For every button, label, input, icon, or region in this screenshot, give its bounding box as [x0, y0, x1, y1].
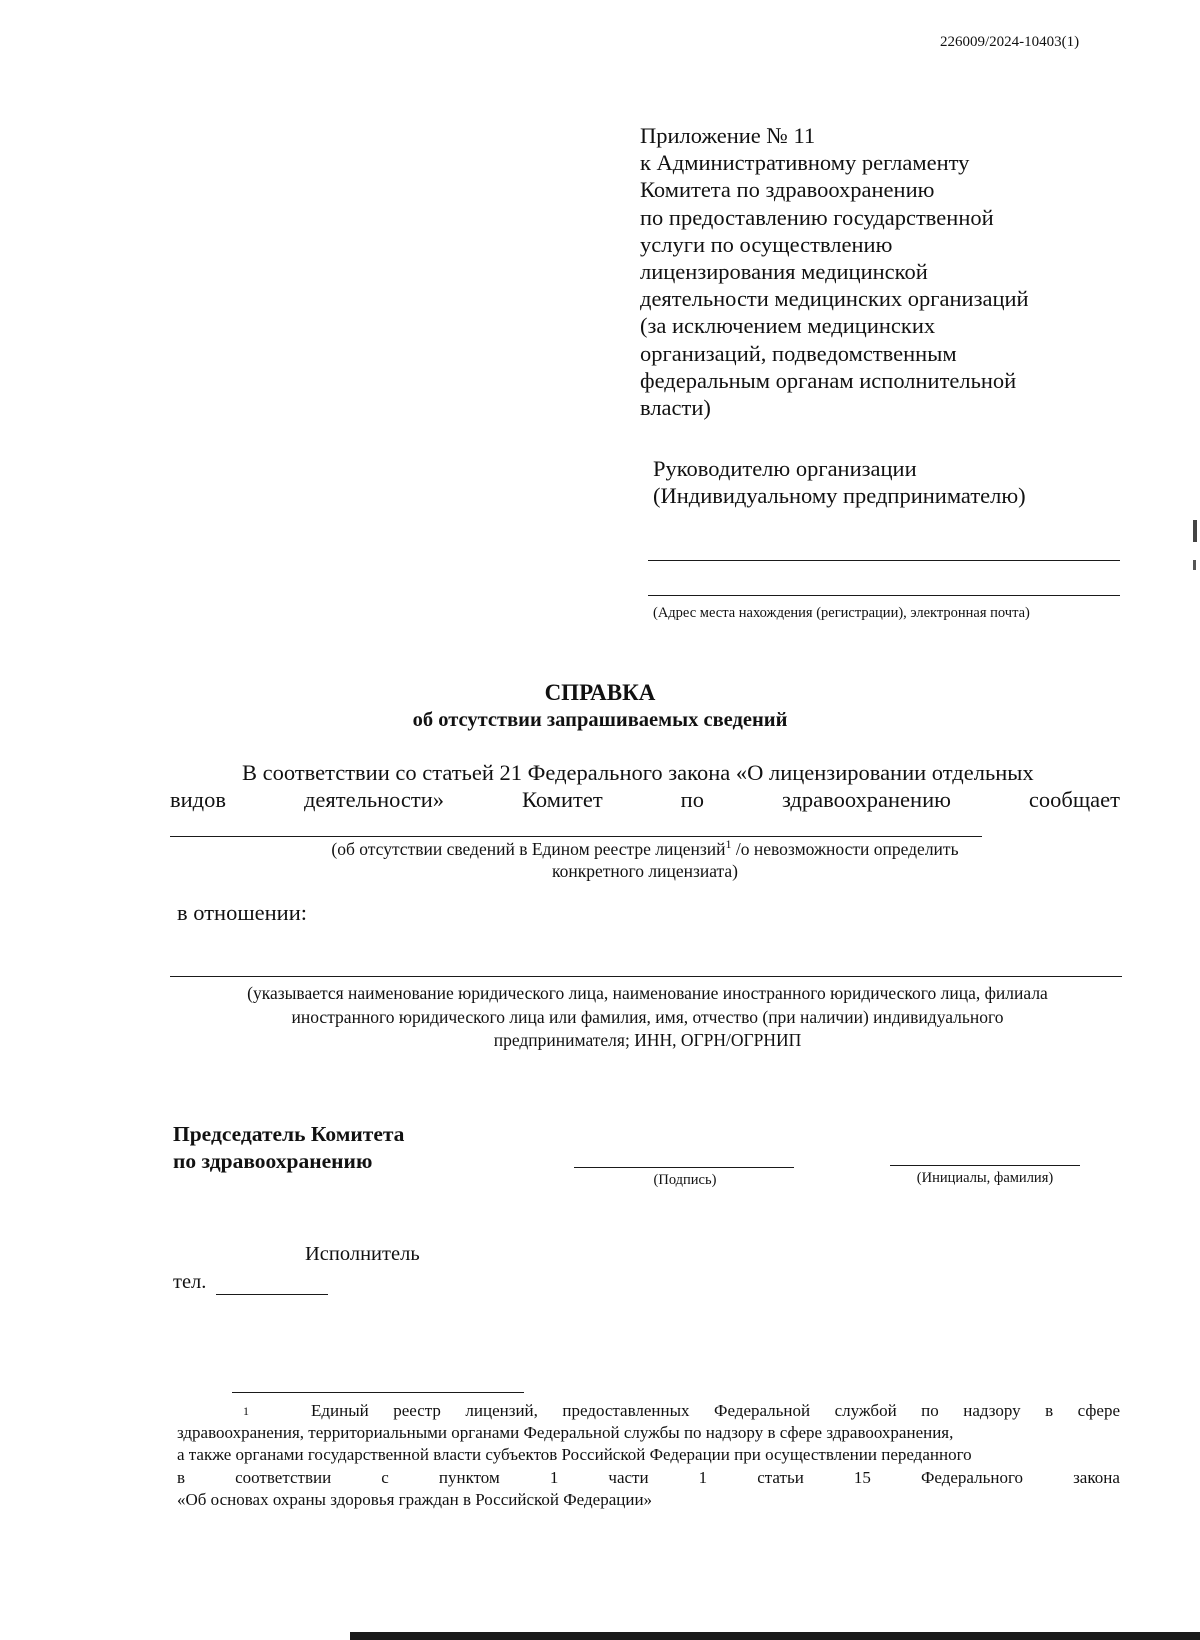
- recipient-name-blank: [648, 560, 1120, 561]
- regarding-label: в отношении:: [177, 900, 308, 925]
- body-word: видов: [170, 787, 226, 812]
- footnote-line-1: [311, 1400, 1120, 1422]
- phone-blank-line: [216, 1294, 328, 1295]
- signature-caption: (Подпись): [653, 1172, 717, 1188]
- scan-edge-bar: [350, 1632, 1200, 1640]
- footnote-word: закона: [1073, 1467, 1120, 1487]
- body-word: сообщает: [1028, 787, 1120, 812]
- appendix-line: по предоставлению государственной: [640, 204, 994, 230]
- footnote-word: Федерального: [920, 1467, 1023, 1487]
- footnote-mark: 1: [243, 1404, 249, 1418]
- body-word: здравоохранению: [781, 787, 951, 812]
- info-blank-line: [170, 836, 982, 837]
- signatory-line-2: по здравоохранению: [173, 1149, 373, 1173]
- scan-speck: [1193, 560, 1196, 570]
- recipient-line-2: (Индивидуальному предпринимателю): [653, 483, 1026, 508]
- appendix-line: организаций, подведомственным: [640, 340, 957, 366]
- body-word: по: [680, 787, 704, 812]
- body-text-line-1: В соответствии со статьей 21 Федерального закона «О лицензировании отдельных: [242, 760, 1034, 785]
- footnote-word: 1: [698, 1467, 708, 1487]
- appendix-line: (за исключением медицинских: [640, 313, 936, 339]
- appendix-heading: [640, 122, 1140, 421]
- appendix-line: к Административному регламенту: [640, 150, 970, 176]
- footnote-word: части: [608, 1467, 649, 1487]
- footnote-word: с: [381, 1467, 389, 1487]
- address-caption: (Адрес места нахождения (регистрации), электронная почта): [653, 605, 1030, 621]
- footnote-word: в: [177, 1467, 186, 1487]
- appendix-line: деятельности медицинских организаций: [640, 286, 1029, 312]
- entity-caption-line-1: (указывается наименование юридического лица, наименование иностранного юридического лица, филиала: [247, 983, 1048, 1003]
- entity-caption-line-3: предпринимателя; ИНН, ОГРН/ОГРНИП: [493, 1030, 802, 1050]
- footnote: [177, 1400, 1120, 1511]
- recipient-address-blank: [648, 595, 1120, 596]
- document-subtitle: об отсутствии запрашиваемых сведений: [412, 709, 788, 731]
- phone-label: тел.: [173, 1271, 207, 1293]
- info-caption-line-2: конкретного лицензиата): [551, 861, 739, 881]
- appendix-line: услуги по осуществлению: [640, 231, 893, 257]
- footnote-line-4: [177, 1467, 1120, 1489]
- entity-caption: [170, 982, 1125, 1053]
- info-caption-part-1: (об отсутствии сведений в Едином реестре лицензий: [331, 839, 726, 859]
- footnote-line-1-text: Единый реестр лицензий, предоставленных Федеральной службой по надзору в сфере: [311, 1401, 1120, 1420]
- document-title: СПРАВКА: [544, 680, 656, 705]
- initials-caption: (Инициалы, фамилия): [916, 1170, 1054, 1186]
- recipient-block: [653, 455, 1173, 509]
- footnote-line-2: здравоохранения, территориальными органами Федеральной службы по надзору в сфере здравоохранения,: [177, 1423, 954, 1443]
- recipient-line-1: Руководителю организации: [653, 456, 917, 481]
- document-number: 226009/2024-10403(1): [940, 34, 1080, 50]
- info-caption: [170, 838, 1120, 882]
- footnote-separator: [232, 1392, 524, 1393]
- footnote-line-5: «Об основах охраны здоровья граждан в Российской Федерации»: [177, 1489, 653, 1509]
- body-word: деятельности»: [303, 787, 445, 812]
- footnote-word: соответствии: [235, 1467, 332, 1487]
- signatory-line-1: Председатель Комитета: [173, 1122, 405, 1146]
- footnote-reference-mark: 1: [725, 837, 732, 852]
- body-word: Комитет: [522, 787, 603, 812]
- scan-speck: [1193, 520, 1197, 542]
- executor-label: Исполнитель: [305, 1243, 420, 1265]
- appendix-line: Комитета по здравоохранению: [640, 177, 935, 203]
- entity-blank-line: [170, 976, 1122, 977]
- appendix-line: власти): [640, 395, 711, 421]
- footnote-word: статьи: [757, 1467, 804, 1487]
- info-caption-part-2: /о невозможности определить: [731, 839, 959, 859]
- entity-caption-line-2: иностранного юридического лица или фамилия, имя, отчество (при наличии) индивидуального: [291, 1006, 1004, 1027]
- footnote-word: пунктом: [438, 1467, 500, 1487]
- signature-blank-line: [574, 1167, 794, 1168]
- footnote-line-3: а также органами государственной власти субъектов Российской Федерации при осуществлении переданного: [177, 1445, 972, 1465]
- appendix-line: Приложение № 11: [640, 123, 816, 148]
- footnote-word: 1: [549, 1467, 559, 1487]
- appendix-line: лицензирования медицинской: [640, 259, 928, 285]
- body-text-line-2: [170, 787, 1120, 813]
- signatory-title: [173, 1121, 404, 1175]
- initials-blank-line: [890, 1165, 1080, 1166]
- appendix-line: федеральным органам исполнительной: [640, 367, 1017, 393]
- footnote-word: 15: [853, 1467, 871, 1487]
